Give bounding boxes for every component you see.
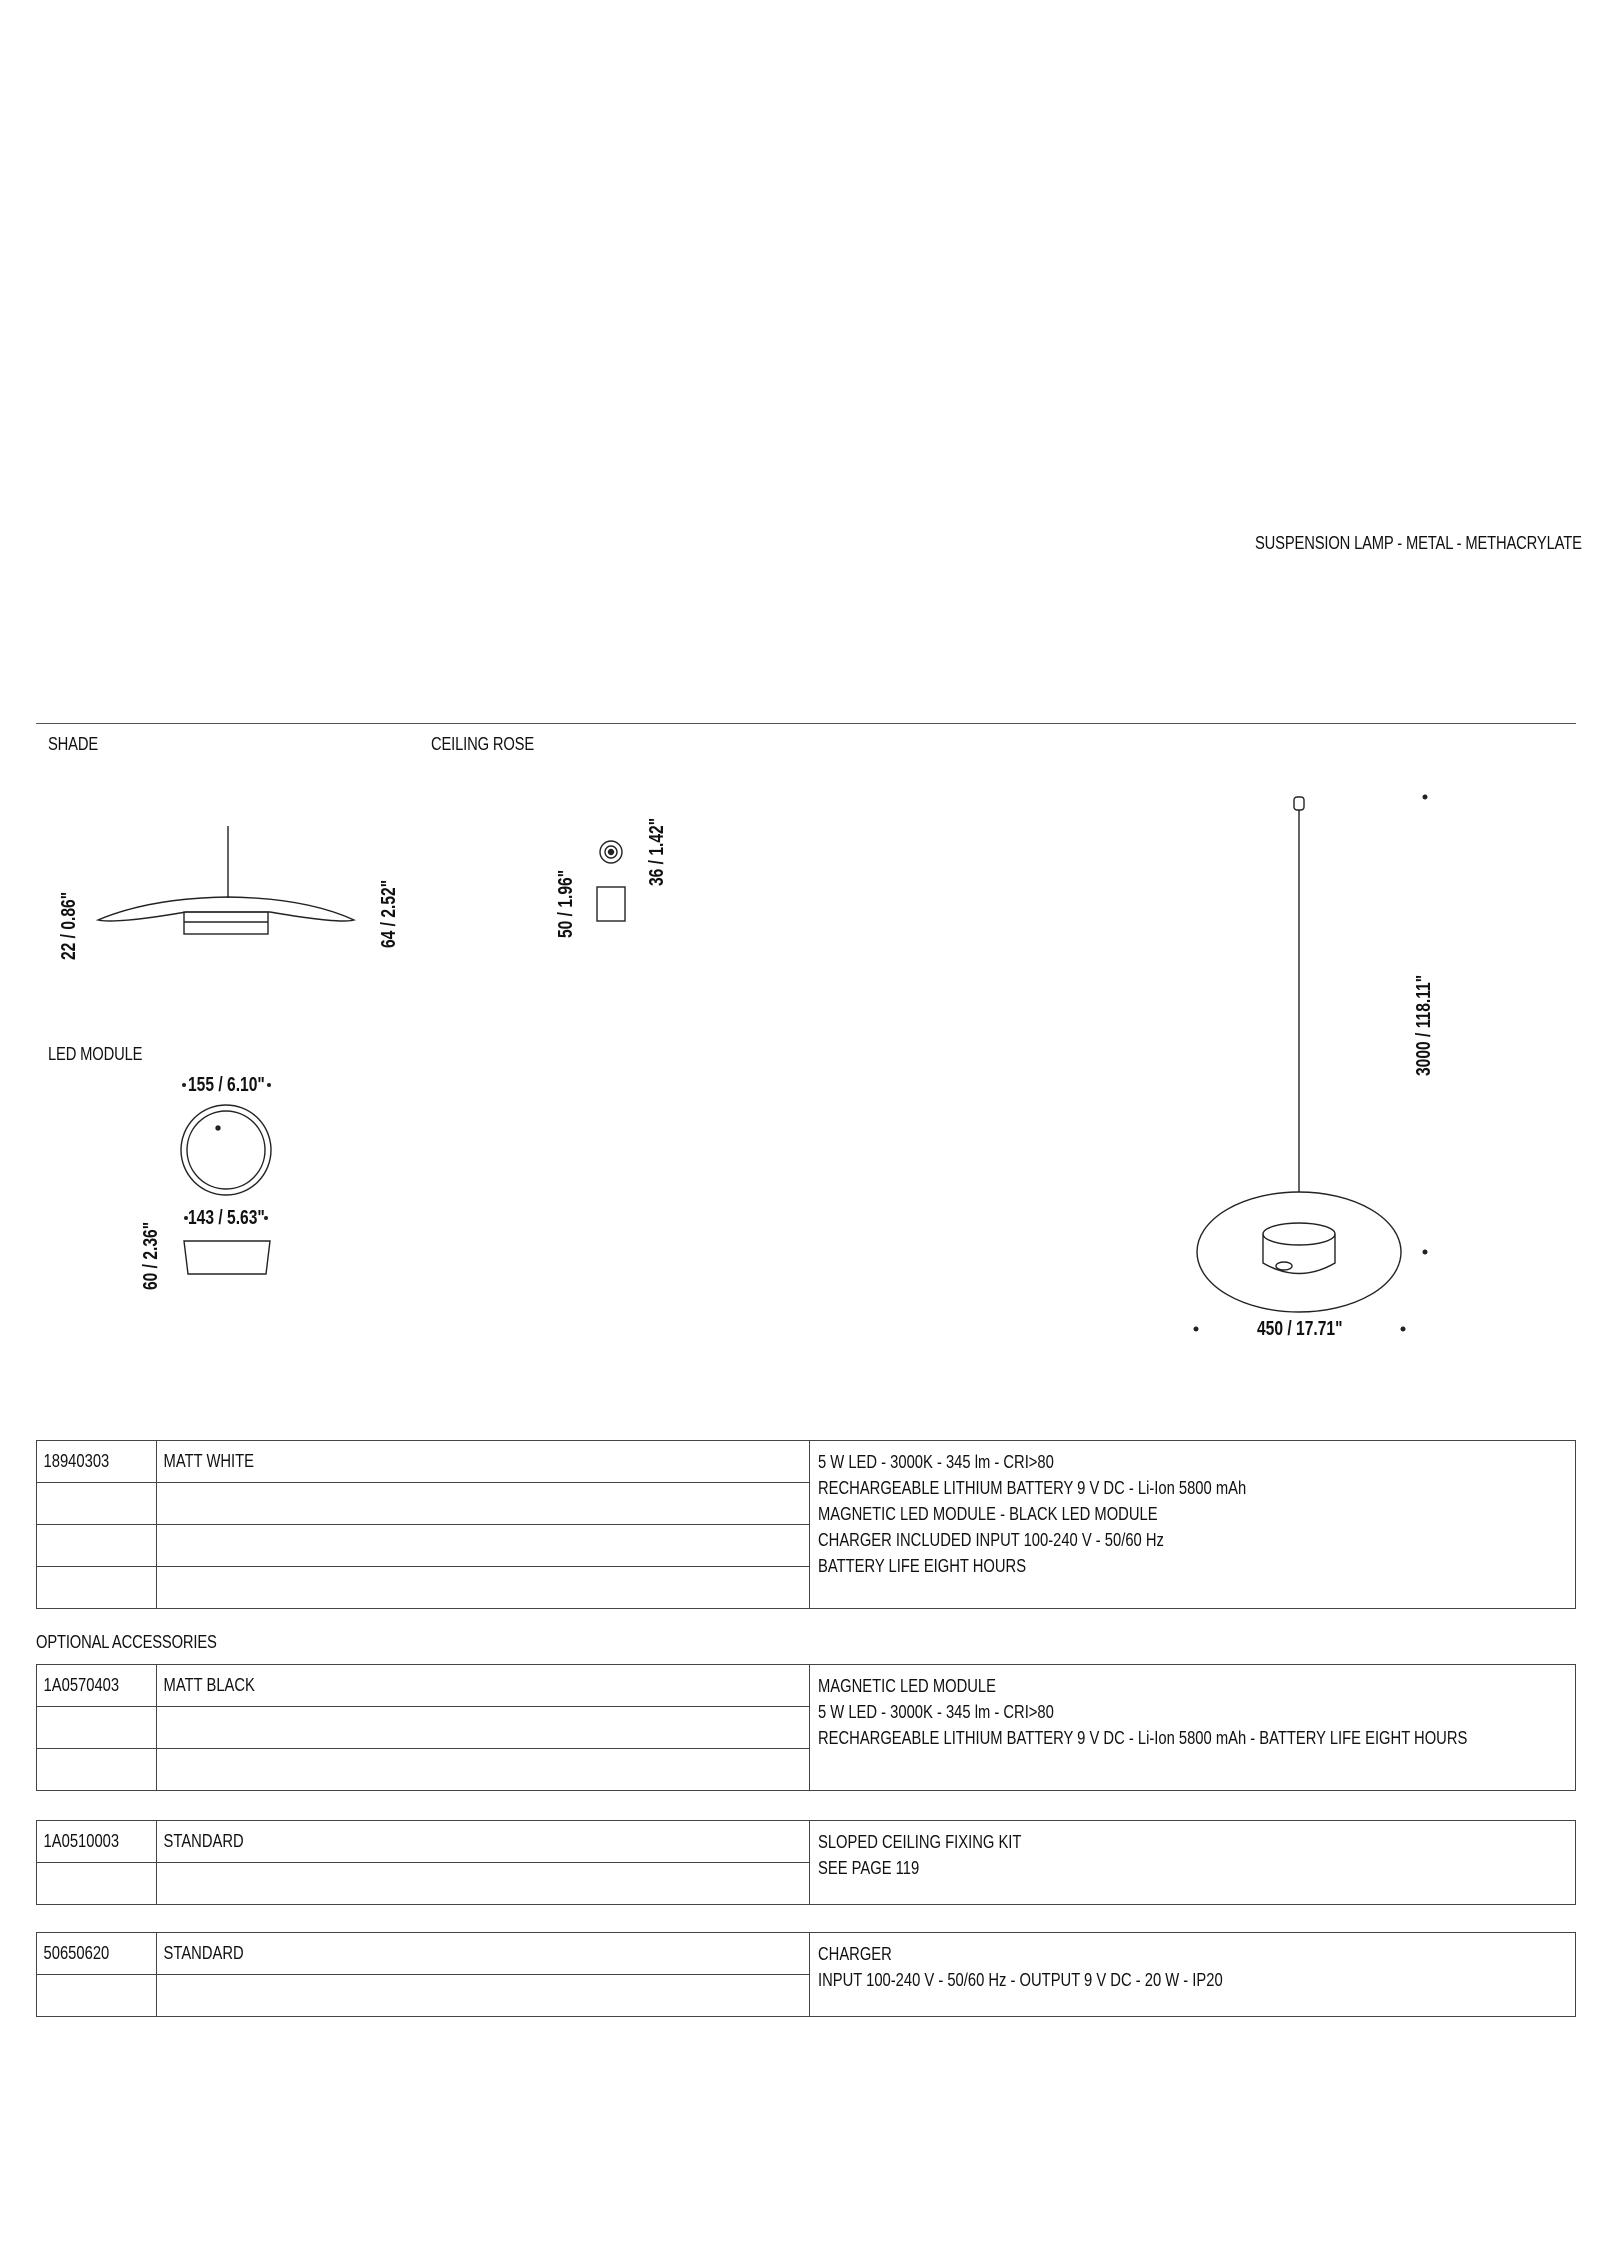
dimension-markers: [182, 795, 1428, 1332]
accessory-table: [36, 1664, 1576, 1791]
accessories-title: OPTIONAL ACCESSORIES: [36, 1632, 217, 1652]
accessory-specs: [810, 1933, 1576, 2017]
spec-line: CHARGER INCLUDED INPUT 100-240 V - 50/60 Hz: [818, 1530, 1164, 1550]
spec-line: SLOPED CEILING FIXING KIT: [818, 1832, 1022, 1852]
main-product-table: [36, 1440, 1576, 1609]
product-code: 18940303: [43, 1451, 110, 1471]
table-row: [37, 1441, 1576, 1483]
spec-line: RECHARGEABLE LITHIUM BATTERY 9 V DC - Li-Ion 5800 mAh - BATTERY LIFE EIGHT HOURS: [818, 1728, 1468, 1748]
accessory-finish: STANDARD: [163, 1943, 244, 1963]
lamp-diameter-dim: 450 / 17.71": [1257, 1318, 1343, 1340]
ceiling-rose-drawing: [597, 841, 625, 921]
led-height-dim: 60 / 2.36": [140, 1221, 162, 1290]
led-inner-diameter-dim: 143 / 5.63": [188, 1207, 265, 1229]
product-category: SUSPENSION LAMP - METAL - METHACRYLATE: [1255, 533, 1582, 553]
table-row: [37, 1665, 1576, 1707]
accessory-code: 1A0510003: [43, 1831, 120, 1851]
spec-line: INPUT 100-240 V - 50/60 Hz - OUTPUT 9 V DC - 20 W - IP20: [818, 1970, 1223, 1990]
led-module-drawing: [181, 1105, 271, 1274]
spec-line: MAGNETIC LED MODULE: [818, 1676, 996, 1696]
shade-height-dim: 22 / 0.86": [58, 891, 80, 960]
accessory-specs: [810, 1665, 1576, 1791]
product-finish: MATT WHITE: [163, 1451, 255, 1471]
rose-height-dim: 50 / 1.96": [555, 869, 577, 938]
accessory-code: 50650620: [43, 1943, 110, 1963]
lamp-perspective-drawing: [1197, 797, 1401, 1312]
accessory-specs: [810, 1821, 1576, 1905]
rose-diameter-dim: 36 / 1.42": [646, 817, 668, 886]
spec-line: BATTERY LIFE EIGHT HOURS: [818, 1556, 1027, 1576]
product-specs: [810, 1441, 1576, 1609]
accessory-finish: STANDARD: [163, 1831, 244, 1851]
ceiling-rose-label: CEILING ROSE: [431, 734, 535, 754]
spec-line: RECHARGEABLE LITHIUM BATTERY 9 V DC - Li-Ion 5800 mAh: [818, 1478, 1247, 1498]
accessory-finish: MATT BLACK: [163, 1675, 255, 1695]
table-row: [37, 1933, 1576, 1975]
led-module-label: LED MODULE: [48, 1044, 143, 1064]
spec-line: 5 W LED - 3000K - 345 lm - CRI>80: [818, 1452, 1054, 1472]
accessory-code: 1A0570403: [43, 1675, 120, 1695]
table-row: [37, 1821, 1576, 1863]
led-diameter-dim: 155 / 6.10": [188, 1074, 265, 1096]
shade-drawing: [98, 826, 354, 934]
cable-length-dim: 3000 / 118.11": [1413, 974, 1435, 1076]
spec-line: CHARGER: [818, 1944, 892, 1964]
spec-line: MAGNETIC LED MODULE - BLACK LED MODULE: [818, 1504, 1158, 1524]
shade-label: SHADE: [48, 734, 99, 754]
accessory-table: [36, 1932, 1576, 2017]
accessory-table: [36, 1820, 1576, 1905]
spec-line: 5 W LED - 3000K - 345 lm - CRI>80: [818, 1702, 1054, 1722]
shade-diffuser-height-dim: 64 / 2.52": [378, 879, 400, 948]
spec-line: SEE PAGE 119: [818, 1858, 920, 1878]
